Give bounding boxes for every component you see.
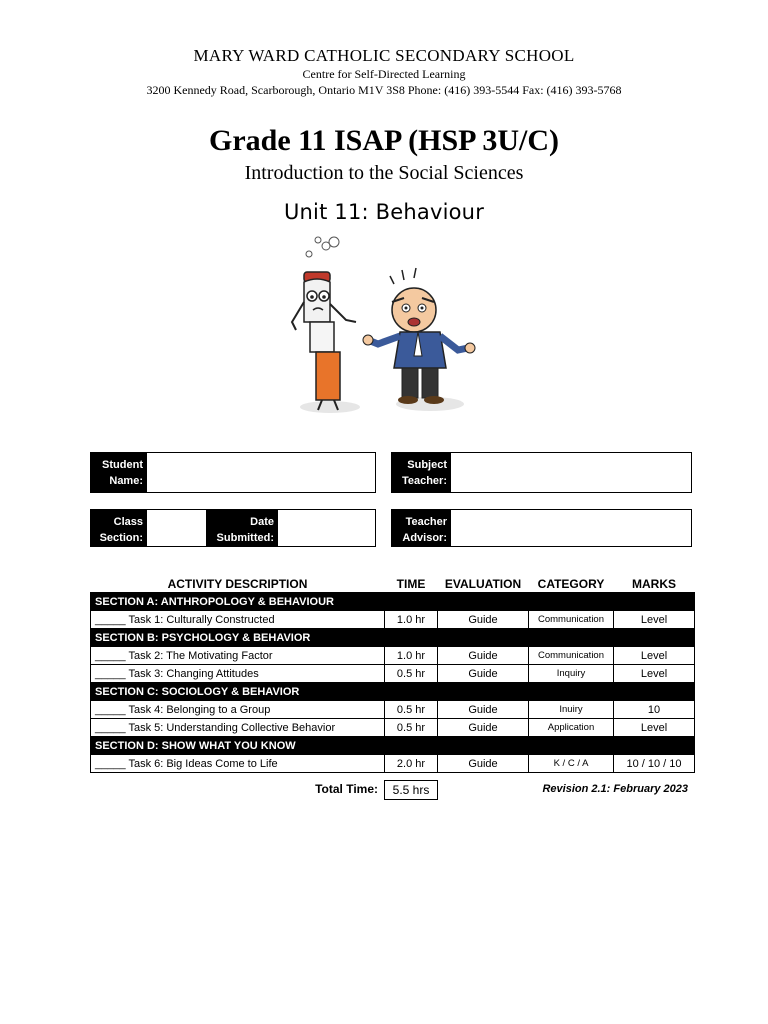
task-description: _____ Task 2: The Motivating Factor xyxy=(91,647,385,665)
header-category: CATEGORY xyxy=(537,577,605,591)
class-section-label: Class Section: xyxy=(91,510,147,546)
task-description: _____ Task 6: Big Ideas Come to Life xyxy=(91,755,385,773)
cartoon-illustration-icon xyxy=(282,232,486,420)
task-category: Communication xyxy=(529,611,614,629)
table-header-row xyxy=(91,576,695,593)
task-time: 2.0 hr xyxy=(385,755,438,773)
class-section-field[interactable] xyxy=(90,509,376,547)
task-description: _____ Task 3: Changing Attitudes xyxy=(91,665,385,683)
section-title: SECTION B: PSYCHOLOGY & BEHAVIOR xyxy=(91,629,695,647)
task-time: 0.5 hr xyxy=(385,701,438,719)
table-row xyxy=(91,611,695,629)
table-row xyxy=(91,647,695,665)
teacher-advisor-label: Teacher Advisor: xyxy=(392,510,451,546)
task-marks: Level xyxy=(614,647,695,665)
task-description: _____ Task 1: Culturally Constructed xyxy=(91,611,385,629)
header-activity: ACTIVITY DESCRIPTION xyxy=(167,577,308,591)
total-time-label: Total Time: xyxy=(315,782,378,796)
school-name: MARY WARD CATHOLIC SECONDARY SCHOOL xyxy=(193,46,575,65)
task-marks: Level xyxy=(614,611,695,629)
date-submitted-label: Date Submitted: xyxy=(206,510,278,546)
student-name-field[interactable] xyxy=(90,452,376,493)
task-evaluation: Guide xyxy=(438,665,529,683)
section-title: SECTION C: SOCIOLOGY & BEHAVIOR xyxy=(91,683,695,701)
task-category: Inuiry xyxy=(529,701,614,719)
section-row xyxy=(91,593,695,611)
task-evaluation: Guide xyxy=(438,755,529,773)
activity-table xyxy=(90,576,695,773)
section-row xyxy=(91,683,695,701)
task-marks: Level xyxy=(614,665,695,683)
task-marks: 10 xyxy=(614,701,695,719)
task-time: 0.5 hr xyxy=(385,719,438,737)
task-time: 0.5 hr xyxy=(385,665,438,683)
task-category: Inquiry xyxy=(529,665,614,683)
class-section-value[interactable] xyxy=(147,510,206,546)
task-marks: Level xyxy=(614,719,695,737)
task-description: _____ Task 4: Belonging to a Group xyxy=(91,701,385,719)
student-name-value[interactable] xyxy=(147,453,375,492)
school-address: 3200 Kennedy Road, Scarborough, Ontario M1V 3S8 Phone: (416) 393-5544 Fax: (416) 393-5768 xyxy=(146,83,622,97)
task-evaluation: Guide xyxy=(438,701,529,719)
header-time: TIME xyxy=(396,577,426,591)
table-row xyxy=(91,719,695,737)
task-evaluation: Guide xyxy=(438,647,529,665)
task-evaluation: Guide xyxy=(438,719,529,737)
task-time: 1.0 hr xyxy=(385,647,438,665)
teacher-advisor-field[interactable] xyxy=(391,509,692,547)
task-category: Communication xyxy=(529,647,614,665)
section-row xyxy=(91,737,695,755)
section-title: SECTION A: ANTHROPOLOGY & BEHAVIOUR xyxy=(91,593,695,611)
course-title: Grade 11 ISAP (HSP 3U/C) xyxy=(208,124,560,157)
course-subtitle: Introduction to the Social Sciences xyxy=(244,162,524,184)
subject-teacher-field[interactable] xyxy=(391,452,692,493)
task-category: Application xyxy=(529,719,614,737)
section-title: SECTION D: SHOW WHAT YOU KNOW xyxy=(91,737,695,755)
task-marks: 10 / 10 / 10 xyxy=(614,755,695,773)
header-evaluation: EVALUATION xyxy=(444,577,522,591)
task-description: _____ Task 5: Understanding Collective Behavior xyxy=(91,719,385,737)
date-submitted-value[interactable] xyxy=(278,510,375,546)
student-name-label: Student Name: xyxy=(91,453,147,492)
header-marks: MARKS xyxy=(632,577,676,591)
unit-title: Unit 11: Behaviour xyxy=(283,200,485,224)
centre-name: Centre for Self-Directed Learning xyxy=(302,67,466,81)
subject-teacher-label: Subject Teacher: xyxy=(392,453,451,492)
task-category: K / C / A xyxy=(529,755,614,773)
teacher-advisor-value[interactable] xyxy=(451,510,691,546)
task-evaluation: Guide xyxy=(438,611,529,629)
revision-note: Revision 2.1: February 2023 xyxy=(542,783,688,795)
table-row xyxy=(91,665,695,683)
table-row xyxy=(91,755,695,773)
total-time-value: 5.5 hrs xyxy=(384,780,438,800)
table-row xyxy=(91,701,695,719)
section-row xyxy=(91,629,695,647)
task-time: 1.0 hr xyxy=(385,611,438,629)
subject-teacher-value[interactable] xyxy=(451,453,691,492)
